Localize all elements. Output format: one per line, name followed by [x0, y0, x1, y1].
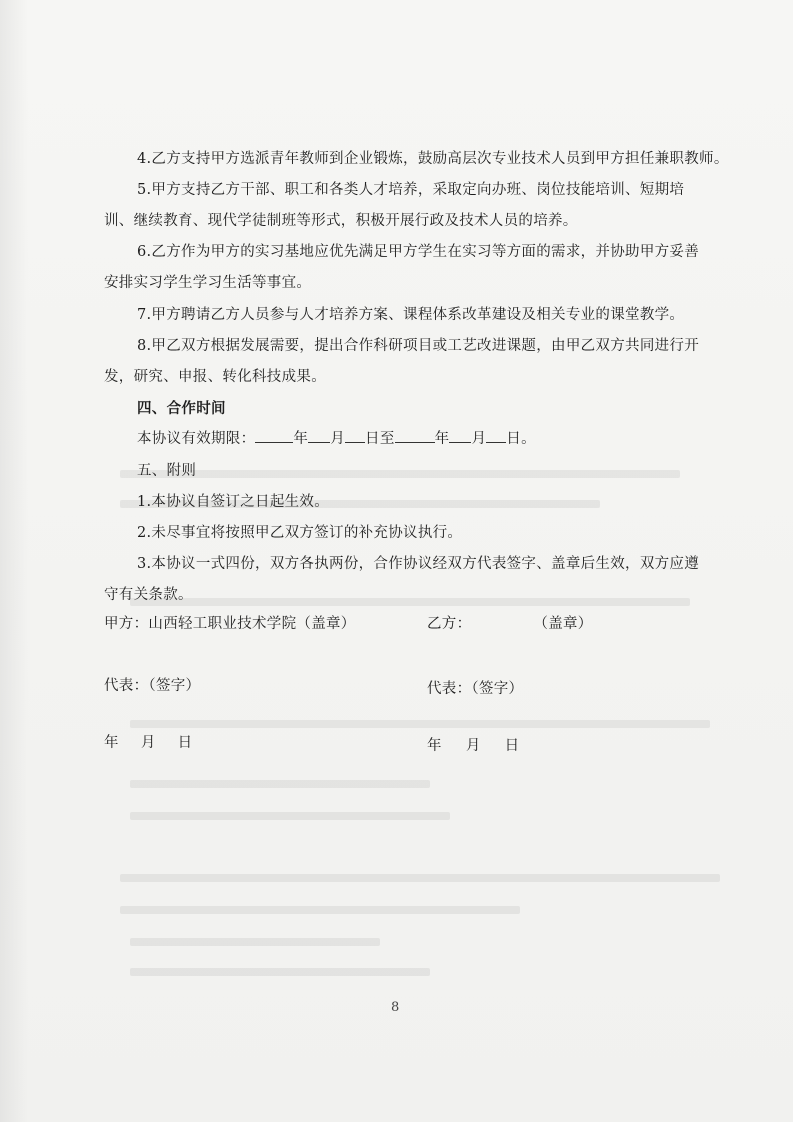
date-a-day: 日 [177, 735, 193, 751]
bleed-through-mark [130, 812, 450, 820]
validity-day-2: 日。 [506, 431, 536, 447]
scan-edge-shadow [0, 0, 28, 1122]
representative-b: 代表：（签字） [427, 681, 524, 697]
validity-prefix: 本协议有效期限： [137, 431, 256, 447]
bleed-through-mark [130, 780, 430, 788]
clause-7: 7.甲方聘请乙方人员参与人才培养方案、课程体系改革建设及相关专业的课堂教学。 [137, 307, 685, 323]
blank-year-start [255, 428, 293, 443]
appendix-item-2: 2.未尽事宜将按照甲乙双方签订的补充协议执行。 [137, 525, 463, 541]
clause-6: 6.乙方作为甲方的实习基地应优先满足甲方学生在实习等方面的需求，并协助甲方妥善安排实习学生学习生活等事宜。 [104, 244, 700, 291]
bleed-through-mark [130, 938, 380, 946]
representative-a: 代表：（签字） [104, 678, 201, 694]
validity-month-1: 月 [330, 431, 346, 447]
bleed-through-mark [130, 720, 710, 728]
blank-day-end [486, 428, 506, 443]
party-b-label: 乙方： [427, 616, 472, 632]
section-heading-appendix: 五、附则 [137, 463, 197, 479]
party-b-line [427, 612, 593, 633]
bleed-through-mark [120, 906, 520, 914]
date-a-year: 年 [104, 735, 119, 751]
appendix-item-1: 1.本协议自签订之日起生效。 [137, 494, 330, 510]
appendix-item-3: 3.本协议一式四份，双方各执两份，合作协议经双方代表签字、盖章后生效，双方应遵守有关条款。 [104, 556, 700, 603]
date-b-day: 日 [504, 738, 520, 754]
blank-month-end [449, 428, 471, 443]
date-b [427, 734, 519, 755]
blank-month-start [308, 428, 330, 443]
validity-year-2: 年 [434, 431, 450, 447]
party-a-label: 甲方：山西轻工职业技术学院（盖章） [104, 616, 356, 632]
blank-day-start [345, 428, 365, 443]
date-a [104, 731, 192, 752]
bleed-through-mark [130, 968, 430, 976]
page-number: 8 [391, 1000, 400, 1015]
date-a-month: 月 [140, 735, 156, 751]
clause-5: 5.甲方支持乙方干部、职工和各类人才培养，采取定向办班、岗位技能培训、短期培训、继续教育、现代学徒制班等形式，积极开展行政及技术人员的培养。 [104, 182, 685, 229]
validity-month-2: 月 [471, 431, 487, 447]
date-b-month: 月 [465, 738, 481, 754]
bleed-through-mark [120, 874, 720, 882]
party-b-seal: （盖章） [533, 616, 593, 632]
validity-year-1: 年 [293, 431, 309, 447]
blank-year-end [395, 428, 435, 443]
section-heading-cooperation-time: 四、合作时间 [137, 400, 226, 417]
validity-day-to: 日至 [365, 431, 395, 447]
clause-8: 8.甲乙双方根据发展需要，提出合作科研项目或工艺改进课题，由甲乙双方共同进行开发，研究、申报、转化科技成果。 [104, 338, 700, 385]
date-b-year: 年 [427, 738, 442, 754]
validity-period [104, 424, 704, 455]
clause-4: 4.乙方支持甲方选派青年教师到企业锻炼，鼓励高层次专业技术人员到甲方担任兼职教师。 [137, 151, 729, 167]
